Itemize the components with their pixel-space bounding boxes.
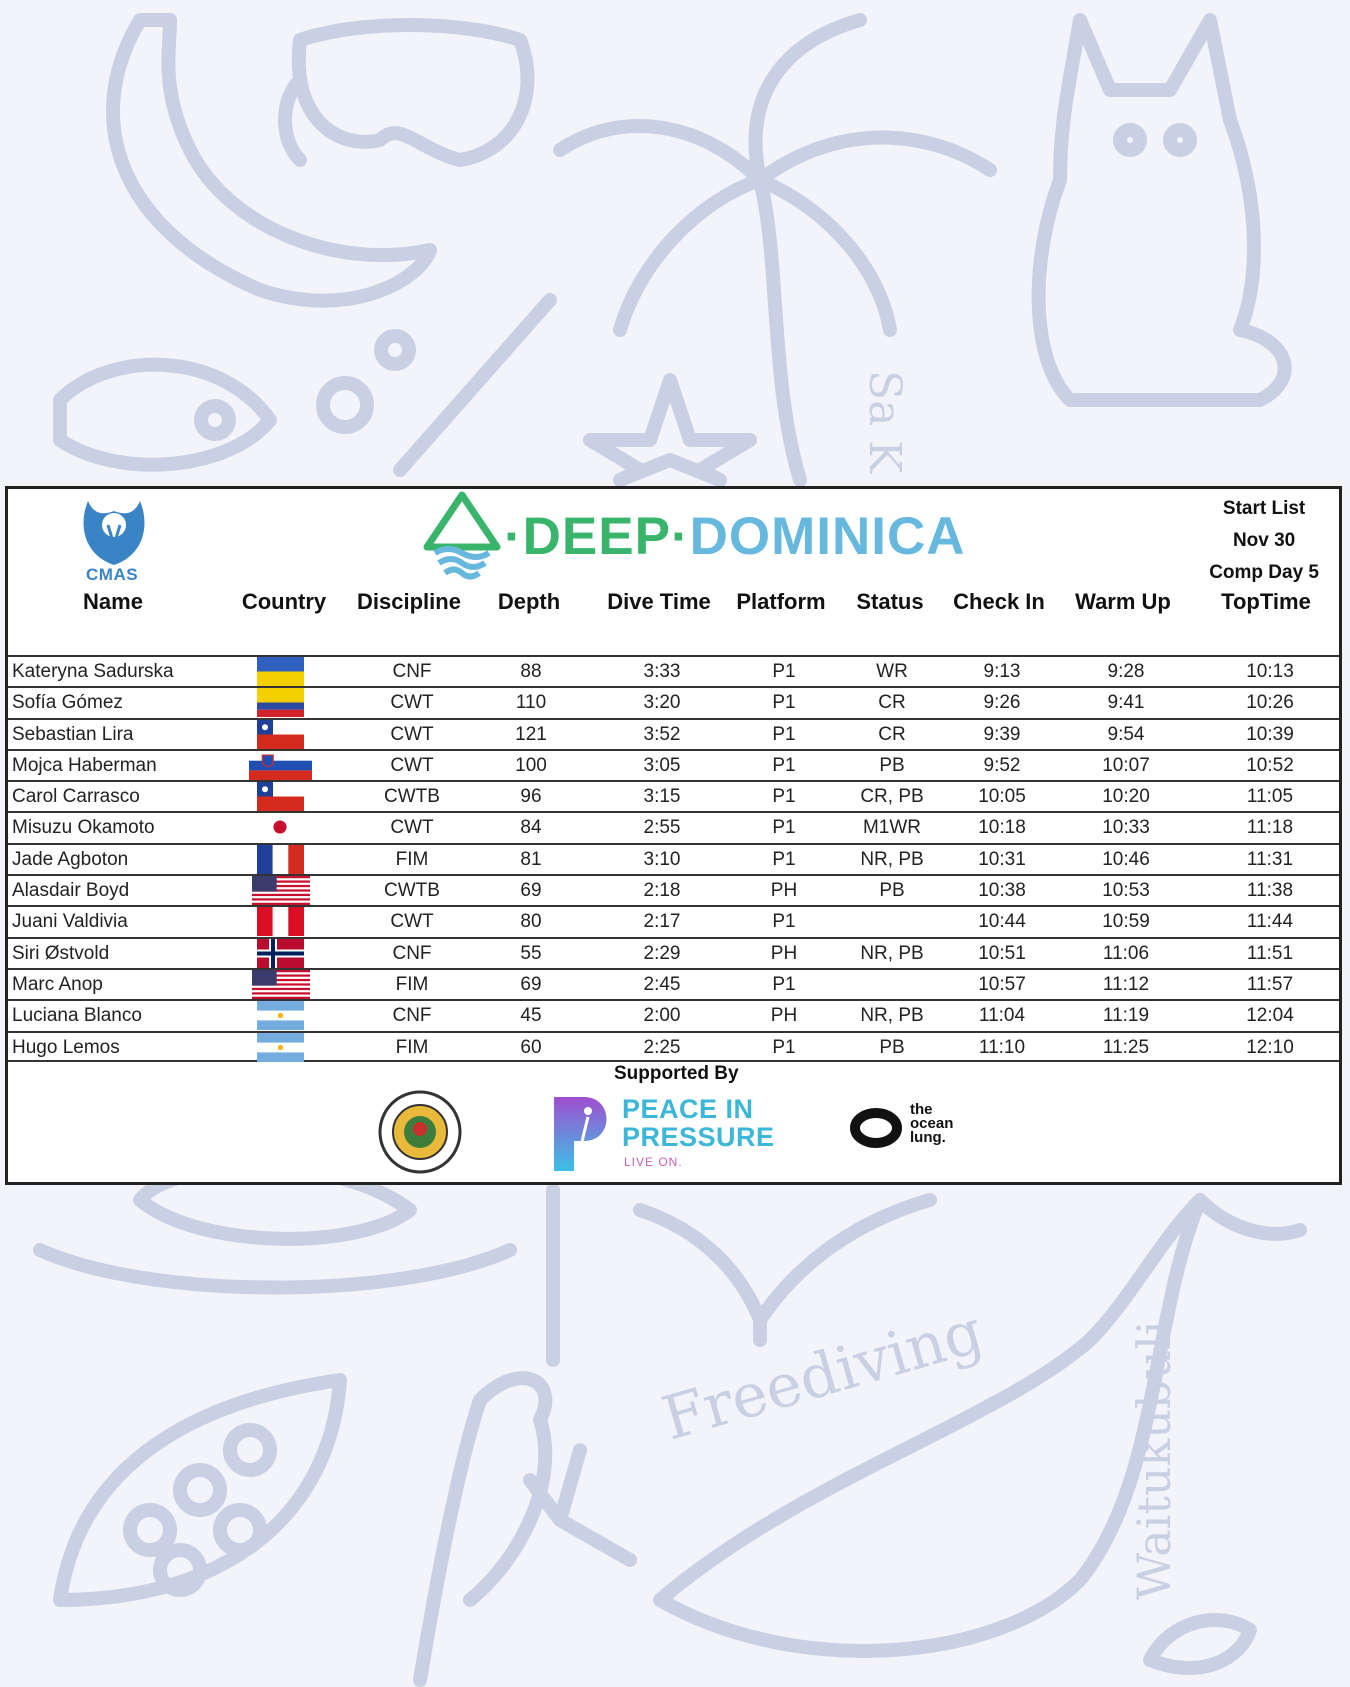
ocean-lung-text <box>910 1103 953 1145</box>
cell-platform: P1 <box>772 1036 796 1058</box>
cell-discipline: CNF <box>392 661 432 682</box>
cell-discipline: CWT <box>390 817 434 839</box>
cell-depth: 69 <box>520 880 542 902</box>
athlete-name: Marc Anop <box>12 973 103 995</box>
col-header-country: Country <box>241 589 327 614</box>
cell-top-time: 10:39 <box>1246 723 1294 745</box>
cell-platform: P1 <box>772 661 796 682</box>
cell-depth: 100 <box>515 754 547 776</box>
nature-island-dive-logo-icon <box>375 1087 465 1177</box>
cell-platform: P1 <box>772 973 796 995</box>
col-header-name: Name <box>83 589 143 614</box>
cell-depth: 45 <box>520 1005 542 1027</box>
cell-dive-time: 2:18 <box>643 880 681 902</box>
cell-discipline: CWTB <box>384 880 440 902</box>
athlete-name: Juani Valdivia <box>12 911 128 933</box>
table-row <box>8 718 1339 749</box>
table-row <box>8 999 1339 1030</box>
cell-dive-time: 2:17 <box>643 911 681 933</box>
cell-dive-time: 3:52 <box>643 723 681 745</box>
cell-discipline: CNF <box>392 1005 432 1027</box>
athlete-name: Jade Agboton <box>12 848 129 870</box>
start-list-info <box>1209 493 1319 589</box>
cell-dive-time: 2:29 <box>643 942 681 964</box>
cell-dive-time: 2:55 <box>643 817 681 839</box>
table-row <box>8 655 1339 686</box>
cell-platform: P1 <box>772 848 796 870</box>
col-header-top-time: TopTime <box>1221 589 1311 614</box>
cell-warm-up: 10:07 <box>1102 754 1150 776</box>
japan-flag-icon <box>266 816 294 838</box>
table-row <box>8 749 1339 780</box>
cell-dive-time: 3:05 <box>643 754 681 776</box>
athlete-name: Alasdair Boyd <box>12 880 130 902</box>
cell-warm-up: 9:28 <box>1107 661 1145 682</box>
ocean-lung-line3: lung. <box>910 1129 946 1146</box>
title-dominica: DOMINICA <box>689 507 966 566</box>
ocean-lung-o-icon <box>850 1107 902 1149</box>
deep-dominica-drop-icon <box>423 491 501 581</box>
cell-status: NR, PB <box>860 848 924 870</box>
chile-flag-icon <box>257 720 304 749</box>
start-list-sheet <box>5 486 1342 1185</box>
cell-depth: 80 <box>520 911 542 933</box>
col-header-warm-up: Warm Up <box>1075 589 1171 614</box>
cell-check-in: 9:52 <box>983 754 1021 776</box>
sponsors-footer <box>8 1063 1339 1183</box>
table-row <box>8 905 1339 936</box>
cell-status: PB <box>879 754 905 776</box>
usa-flag-icon <box>252 970 310 999</box>
cell-dive-time: 2:25 <box>643 1036 681 1058</box>
cell-warm-up: 9:54 <box>1107 723 1145 745</box>
usa-flag-icon <box>252 876 310 905</box>
athlete-name: Hugo Lemos <box>12 1036 120 1058</box>
cell-check-in: 9:13 <box>983 661 1021 682</box>
cell-discipline: CWTB <box>384 786 440 808</box>
sa-k-watermark: Sa K <box>859 370 910 474</box>
cell-discipline: CWT <box>390 723 434 745</box>
cell-top-time: 11:05 <box>1246 786 1294 808</box>
cell-platform: PH <box>770 1005 798 1027</box>
peru-flag-icon <box>257 907 304 936</box>
colombia-flag-icon <box>257 688 304 717</box>
france-flag-icon <box>257 845 304 874</box>
cell-dive-time: 2:45 <box>643 973 681 995</box>
athlete-name: Sofía Gómez <box>12 692 123 714</box>
cell-discipline: CWT <box>390 911 434 933</box>
waitukubuli-watermark: Waitukubuli <box>1127 1320 1181 1600</box>
cell-status: PB <box>879 1036 905 1058</box>
cell-dive-time: 3:15 <box>643 786 681 808</box>
cell-check-in: 10:38 <box>978 880 1026 902</box>
table-row <box>8 843 1339 874</box>
cell-depth: 69 <box>520 973 542 995</box>
cell-top-time: 11:57 <box>1246 973 1294 995</box>
freediving-watermark: Freediving <box>654 1296 991 1455</box>
peace-in-pressure-line1: PEACE IN <box>622 1094 754 1124</box>
cell-warm-up: 9:41 <box>1107 692 1145 714</box>
athlete-name: Siri Østvold <box>12 942 110 964</box>
cmas-label: CMAS <box>86 565 139 584</box>
cell-depth: 81 <box>520 848 542 870</box>
cell-platform: P1 <box>772 786 796 808</box>
cell-top-time: 10:52 <box>1246 754 1294 776</box>
argentina-flag-icon <box>257 1033 304 1062</box>
comp-day-label: Comp Day 5 <box>1209 562 1319 583</box>
cell-check-in: 10:18 <box>978 817 1026 839</box>
peace-in-pressure-p-icon <box>550 1093 616 1173</box>
col-header-check-in: Check In <box>953 589 1045 614</box>
cell-dive-time: 3:20 <box>643 692 681 714</box>
cell-depth: 55 <box>520 942 542 964</box>
cell-status: PB <box>879 880 905 902</box>
cell-top-time: 12:10 <box>1246 1036 1294 1058</box>
cell-status: CR, PB <box>860 786 924 808</box>
athlete-name: Luciana Blanco <box>12 1005 142 1027</box>
cell-check-in: 9:39 <box>983 723 1021 745</box>
cell-platform: P1 <box>772 692 796 714</box>
start-list-table <box>8 655 1339 1062</box>
cell-platform: PH <box>770 942 798 964</box>
cell-top-time: 11:18 <box>1246 817 1294 839</box>
cell-dive-time: 3:33 <box>643 661 681 682</box>
argentina-flag-icon <box>257 1001 304 1030</box>
cell-check-in: 9:26 <box>983 692 1021 714</box>
cell-warm-up: 10:20 <box>1102 786 1150 808</box>
col-header-discipline: Discipline <box>357 589 461 614</box>
col-header-platform: Platform <box>736 589 826 614</box>
peace-in-pressure-logo <box>550 1093 780 1173</box>
cell-status: CR <box>878 692 906 714</box>
cell-depth: 84 <box>520 817 542 839</box>
cell-depth: 110 <box>515 692 547 714</box>
cell-check-in: 10:44 <box>978 911 1026 933</box>
title-separator: · <box>670 507 690 566</box>
cell-check-in: 10:31 <box>978 848 1026 870</box>
col-header-depth: Depth <box>497 589 561 614</box>
cell-status: CR <box>878 723 906 745</box>
athlete-name: Misuzu Okamoto <box>12 817 155 839</box>
date-label: Nov 30 <box>1232 530 1296 551</box>
cell-top-time: 11:31 <box>1246 848 1294 870</box>
cell-warm-up: 10:59 <box>1102 911 1150 933</box>
cell-top-time: 11:38 <box>1246 880 1294 902</box>
ocean-lung-line2: ocean <box>910 1115 954 1132</box>
cell-dive-time: 3:10 <box>643 848 681 870</box>
cell-depth: 60 <box>520 1036 542 1058</box>
cell-warm-up: 11:06 <box>1102 942 1150 964</box>
cell-warm-up: 10:53 <box>1102 880 1150 902</box>
cell-platform: P1 <box>772 723 796 745</box>
table-row <box>8 874 1339 905</box>
athlete-name: Kateryna Sadurska <box>12 661 174 682</box>
table-row <box>8 780 1339 811</box>
cell-discipline: CWT <box>390 692 434 714</box>
cell-check-in: 11:04 <box>978 1005 1026 1027</box>
athlete-name: Mojca Haberman <box>12 754 157 776</box>
cell-discipline: CWT <box>390 754 434 776</box>
cell-check-in: 10:57 <box>978 973 1026 995</box>
cell-status: NR, PB <box>860 942 924 964</box>
table-row <box>8 937 1339 968</box>
table-row <box>8 968 1339 999</box>
col-header-dive-time: Dive Time <box>607 589 711 614</box>
ocean-lung-line1: the <box>910 1101 933 1118</box>
deep-dominica-wordmark <box>504 507 966 567</box>
cell-check-in: 11:10 <box>978 1036 1026 1058</box>
cell-discipline: FIM <box>395 848 429 870</box>
slovenia-flag-icon <box>249 751 312 780</box>
title-deep: DEEP <box>522 507 671 566</box>
norway-flag-icon <box>257 939 304 968</box>
cell-discipline: FIM <box>395 973 429 995</box>
banana-icon <box>113 20 430 301</box>
cell-top-time: 11:44 <box>1246 911 1294 933</box>
supported-by-label: Supported By <box>614 1063 739 1084</box>
ocean-lung-logo <box>850 1103 980 1153</box>
cell-dive-time: 2:00 <box>643 1005 681 1027</box>
cell-platform: P1 <box>772 911 796 933</box>
cell-discipline: CNF <box>392 942 432 964</box>
cell-depth: 121 <box>515 723 547 745</box>
cell-check-in: 10:51 <box>978 942 1026 964</box>
table-row <box>8 811 1339 842</box>
cell-top-time: 11:51 <box>1246 942 1294 964</box>
cell-status: NR, PB <box>860 1005 924 1027</box>
cell-warm-up: 10:33 <box>1102 817 1150 839</box>
cell-top-time: 10:26 <box>1246 692 1294 714</box>
cell-depth: 88 <box>520 661 542 682</box>
cell-top-time: 10:13 <box>1246 661 1294 682</box>
cell-status: M1WR <box>862 817 922 839</box>
cell-platform: P1 <box>772 754 796 776</box>
cell-warm-up: 11:12 <box>1102 973 1150 995</box>
chile-flag-icon <box>257 782 304 811</box>
sheet-header <box>8 489 1339 655</box>
cell-check-in: 10:05 <box>978 786 1026 808</box>
peace-in-pressure-tagline: LIVE ON. <box>624 1155 683 1169</box>
cell-warm-up: 10:46 <box>1102 848 1150 870</box>
ukraine-flag-icon <box>257 657 304 686</box>
col-header-status: Status <box>856 589 924 614</box>
cell-depth: 96 <box>520 786 542 808</box>
cell-platform: PH <box>770 880 798 902</box>
cell-top-time: 12:04 <box>1246 1005 1294 1027</box>
athlete-name: Sebastian Lira <box>12 723 134 745</box>
start-list-label: Start List <box>1222 498 1306 519</box>
cell-warm-up: 11:19 <box>1102 1005 1150 1027</box>
cell-warm-up: 11:25 <box>1102 1036 1150 1058</box>
cell-discipline: FIM <box>395 1036 429 1058</box>
table-row <box>8 686 1339 717</box>
peace-in-pressure-line2: PRESSURE <box>622 1122 775 1152</box>
athlete-name: Carol Carrasco <box>12 786 140 808</box>
title-separator: · <box>504 507 523 566</box>
cell-status: WR <box>876 661 908 682</box>
cell-platform: P1 <box>772 817 796 839</box>
table-row <box>8 1031 1339 1062</box>
